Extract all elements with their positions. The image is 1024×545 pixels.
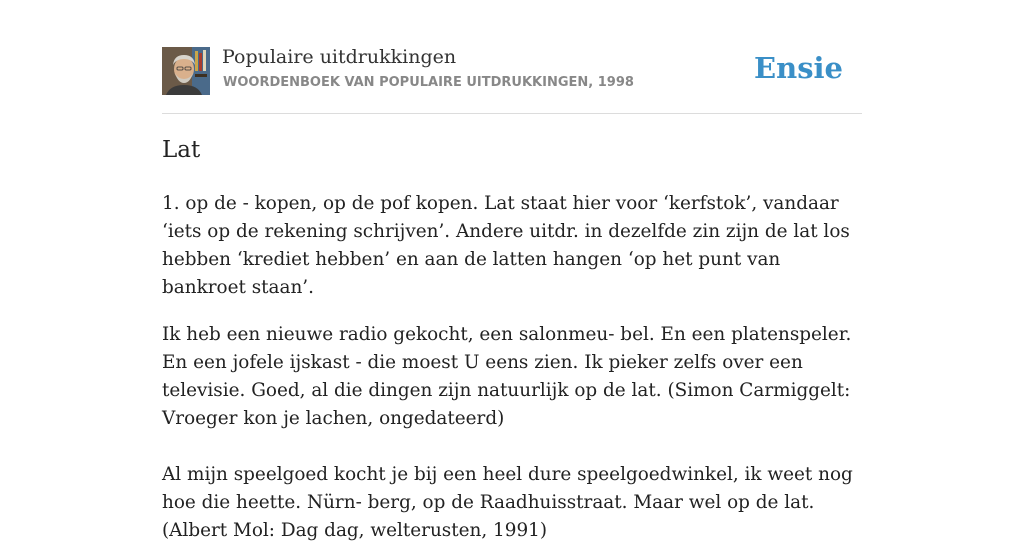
source-subtitle: WOORDENBOEK VAN POPULAIRE UITDRUKKINGEN, 1998 <box>223 75 634 90</box>
ensie-logo[interactable]: Ensie <box>754 51 843 85</box>
entry-title: Lat <box>162 137 201 163</box>
entry-quote: Ik heb een nieuwe radio gekocht, een salonmeu- bel. En een platenspeler. En een jofele ijskast - die moest U eens zien. Ik pieker zelfs over een televisie. Goed, al die dingen zijn natuurlijk op de lat. (Simon Carmiggelt: Vroeger kon je lachen, ongedateerd) <box>162 324 852 429</box>
entry-content <box>162 190 862 545</box>
entry-quote: Al mijn speelgoed kocht je bij een heel dure speelgoedwinkel, ik weet nog hoe die heette. Nürn- berg, op de Raadhuisstraat. Maar wel op de lat. (Albert Mol: Dag dag, welterusten, 1991) <box>162 464 853 541</box>
source-title[interactable]: Populaire uitdrukkingen <box>222 46 457 68</box>
author-portrait-icon <box>162 47 210 95</box>
author-avatar[interactable] <box>162 47 210 95</box>
source-header <box>162 0 862 114</box>
page <box>162 0 862 541</box>
entry-definition: 1. op de - kopen, op de pof kopen. Lat staat hier voor ‘kerfstok’, vandaar ‘iets op de rekening schrijven’. Andere uitdr. in dezelfde zin zijn de lat los hebben ‘krediet hebben’ en aan de latten hangen ‘op het punt van bankroet staan’. <box>162 193 850 298</box>
